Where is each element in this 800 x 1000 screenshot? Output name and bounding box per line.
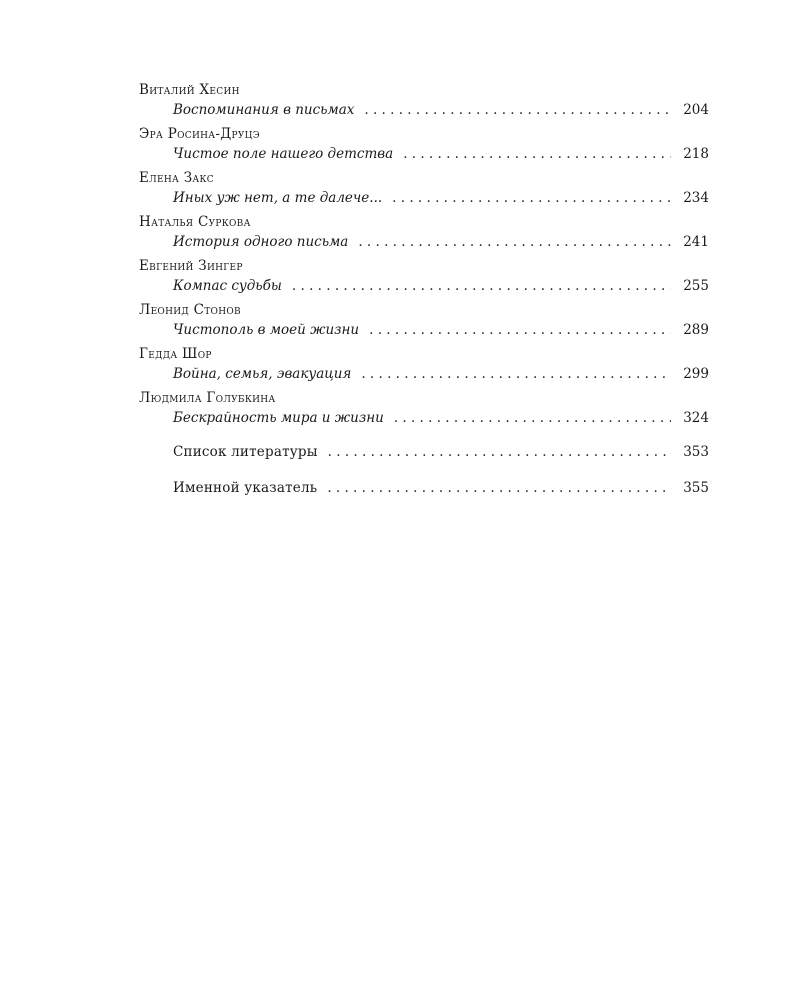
entry-line <box>139 144 709 164</box>
toc-entry <box>139 212 709 256</box>
toc-entry <box>139 124 709 168</box>
entry-page-number: 241 <box>683 234 709 250</box>
entry-page-number: 355 <box>683 480 709 496</box>
entry-page-number: 234 <box>683 190 709 206</box>
entry-page-number: 299 <box>683 366 709 382</box>
entry-title: Компас судьбы <box>173 278 282 294</box>
toc-entry <box>139 300 709 344</box>
dot-leader <box>327 478 671 498</box>
dot-leader <box>403 144 671 164</box>
toc-entry <box>139 256 709 300</box>
dot-leader <box>328 442 671 462</box>
toc-entry <box>139 388 709 432</box>
entry-page-number: 324 <box>683 410 709 426</box>
back-matter-entry <box>139 442 709 478</box>
toc-entry <box>139 168 709 212</box>
toc-entry <box>139 80 709 124</box>
entry-line <box>139 442 709 462</box>
entry-author: Леонид Стонов <box>139 302 241 318</box>
entry-title: Воспоминания в письмах <box>173 102 355 118</box>
dot-leader <box>361 364 671 384</box>
dot-leader <box>364 100 671 120</box>
entry-page-number: 218 <box>683 146 709 162</box>
entry-title: Война, семья, эвакуация <box>173 366 352 382</box>
bibliography-title: Список литературы <box>173 444 318 460</box>
entry-title: Чистое поле нашего детства <box>173 146 394 162</box>
entry-title: Бескрайность мира и жизни <box>173 410 384 426</box>
dot-leader <box>369 320 671 340</box>
entry-line <box>139 232 709 252</box>
dot-leader <box>392 188 671 208</box>
entry-author: Наталья Суркова <box>139 214 251 230</box>
name-index-title: Именной указатель <box>173 480 318 496</box>
entry-author: Евгений Зингер <box>139 258 243 274</box>
entry-line <box>139 188 709 208</box>
dot-leader <box>358 232 671 252</box>
entry-author: Эра Росина-Друцэ <box>139 126 260 142</box>
entry-line <box>139 276 709 296</box>
entry-author: Гедда Шор <box>139 346 212 362</box>
entry-title: Иных уж нет, а те далече... <box>173 190 383 206</box>
entry-line <box>139 100 709 120</box>
entry-author: Виталий Хесин <box>139 82 240 98</box>
toc-entry <box>139 344 709 388</box>
entry-page-number: 204 <box>683 102 709 118</box>
entry-author: Елена Закс <box>139 170 214 186</box>
entry-line <box>139 408 709 428</box>
entry-page-number: 255 <box>683 278 709 294</box>
entry-title: Чистополь в моей жизни <box>173 322 360 338</box>
entry-title: История одного письма <box>173 234 349 250</box>
table-of-contents <box>139 80 709 514</box>
entry-page-number: 353 <box>683 444 709 460</box>
entry-line <box>139 478 709 498</box>
back-matter-entry <box>139 478 709 514</box>
entry-line <box>139 364 709 384</box>
dot-leader <box>292 276 671 296</box>
entry-author: Людмила Голубкина <box>139 390 276 406</box>
dot-leader <box>394 408 671 428</box>
back-matter <box>139 442 709 514</box>
entry-line <box>139 320 709 340</box>
entry-page-number: 289 <box>683 322 709 338</box>
